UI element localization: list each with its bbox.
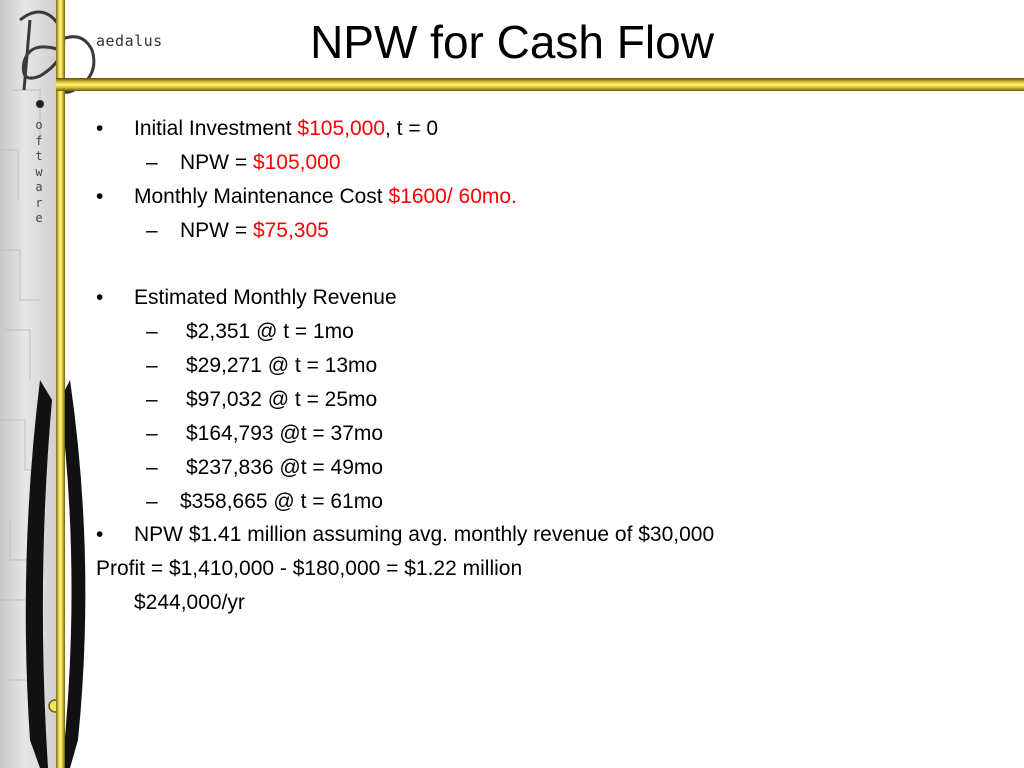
slide-title: NPW for Cash Flow xyxy=(310,16,714,68)
plain-text: $244,000/yr xyxy=(134,591,245,614)
dash-glyph: – xyxy=(146,219,158,242)
text-prefix: Initial Investment xyxy=(134,117,298,140)
highlight-value: $1600/ 60mo. xyxy=(388,185,517,208)
dash-glyph: – xyxy=(146,151,158,174)
sub-text: $237,836 @t = 49mo xyxy=(186,456,384,479)
sub-text: $358,665 @ t = 61mo xyxy=(180,490,383,513)
sub-text: $97,032 @ t = 25mo xyxy=(186,388,378,411)
bullet-glyph: • xyxy=(96,523,104,546)
text-prefix: NPW = xyxy=(180,151,253,174)
bullet-text: Estimated Monthly Revenue xyxy=(134,286,397,309)
logo-letter: a xyxy=(35,180,43,194)
bullet-glyph: • xyxy=(96,185,104,208)
text-prefix: NPW = xyxy=(180,219,253,242)
sub-text xyxy=(180,216,329,246)
sub-text: $164,793 @t = 37mo xyxy=(186,422,384,445)
text-suffix: , t = 0 xyxy=(385,117,439,140)
logo-letter: t xyxy=(35,149,43,163)
bullet-text xyxy=(134,182,517,212)
bullet-text xyxy=(134,114,438,144)
highlight-value: $105,000 xyxy=(297,117,385,140)
logo-letter: o xyxy=(35,118,43,132)
gold-vertical-bar xyxy=(56,0,65,768)
dash-glyph: – xyxy=(146,490,158,513)
gold-horizontal-rule xyxy=(56,78,1024,91)
dash-glyph: – xyxy=(146,354,158,377)
black-swoosh-left xyxy=(26,380,52,768)
sub-text: $29,271 @ t = 13mo xyxy=(186,354,378,377)
dash-glyph: – xyxy=(146,320,158,343)
sub-text xyxy=(180,148,341,178)
logo-letter: w xyxy=(35,164,43,179)
highlight-value: $75,305 xyxy=(252,219,329,242)
decorative-swoosh-graphic xyxy=(0,0,140,768)
dash-glyph: – xyxy=(146,456,158,479)
bullet-glyph: • xyxy=(96,117,104,140)
plain-text: Profit = $1,410,000 - $180,000 = $1.22 million xyxy=(96,557,523,580)
text-prefix: Monthly Maintenance Cost xyxy=(134,185,389,208)
bullet-glyph: • xyxy=(96,286,104,309)
highlight-value: $105,000 xyxy=(252,151,341,174)
logo-letter: r xyxy=(35,195,43,210)
logo-brand-text: aedalus xyxy=(96,32,163,50)
dash-glyph: – xyxy=(146,388,158,411)
logo-letter: e xyxy=(35,211,43,225)
logo-vertical-text xyxy=(33,118,45,227)
logo-letter: f xyxy=(35,133,43,148)
bullet-text: NPW $1.41 million assuming avg. monthly revenue of $30,000 xyxy=(134,523,715,546)
sub-text: $2,351 @ t = 1mo xyxy=(186,320,354,343)
dash-glyph: – xyxy=(146,422,158,445)
gold-bead-top xyxy=(36,100,44,108)
